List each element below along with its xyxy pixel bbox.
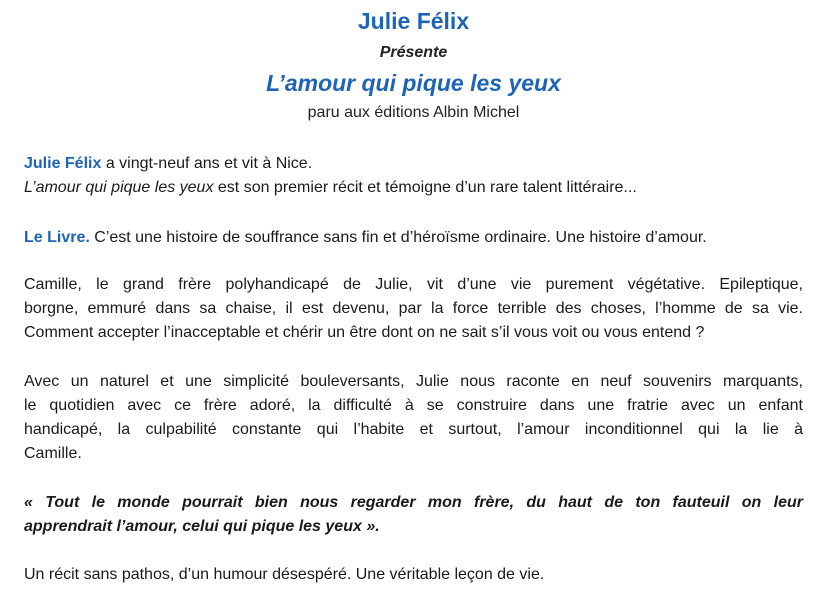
quote-paragraph: [24, 491, 803, 539]
intro-line-2: [24, 176, 803, 200]
intro-line-2-text: est son premier récit et témoigne d’un rare talent littéraire...: [213, 179, 637, 196]
naturel-line-2: le quotidien avec ce frère adoré, la difficulté à se construire dans une fratrie avec un enfant: [24, 397, 803, 414]
naturel-line-4: Camille.: [24, 445, 82, 462]
livre-label: Le Livre.: [24, 229, 90, 246]
intro-paragraph: [24, 152, 803, 200]
closing-paragraph: [24, 563, 803, 587]
intro-line-1-text: a vingt-neuf ans et vit à Nice.: [101, 155, 313, 172]
author-heading: Julie Félix: [357, 8, 470, 34]
intro-book-title: L’amour qui pique les yeux: [24, 179, 214, 196]
camille-line-1: Camille, le grand frère polyhandicapé de Julie, vit d’une vie purement végétative. Epileptique,: [24, 276, 803, 293]
camille-line-2: borgne, emmuré dans sa chaise, il est devenu, par la force terrible des choses, l’homme de sa vie.: [24, 300, 803, 317]
camille-line-3: Comment accepter l’inacceptable et chérir un être dont on ne sait s’il vous voit ou vous entend ?: [24, 324, 705, 341]
intro-author-name: Julie Félix: [24, 155, 102, 172]
closing-line: Un récit sans pathos, d’un humour désespéré. Une véritable leçon de vie.: [24, 566, 545, 583]
naturel-line-3: handicapé, la culpabilité constante qui l’habite et surtout, l’amour inconditionnel qui la lie à: [24, 421, 803, 438]
livre-line: [24, 226, 803, 250]
camille-paragraph: [24, 273, 803, 345]
intro-line-1: [24, 152, 803, 176]
book-title-heading: L’amour qui pique les yeux: [266, 70, 561, 96]
livre-paragraph: [24, 226, 803, 250]
livre-text: C’est une histoire de souffrance sans fin et d’héroïsme ordinaire. Une histoire d’amour.: [89, 229, 707, 246]
naturel-paragraph: [24, 370, 803, 466]
naturel-line-1: Avec un naturel et une simplicité bouleversants, Julie nous raconte en neuf souvenirs marquants,: [24, 373, 803, 390]
quote-line-2: apprendrait l’amour, celui qui pique les yeux ».: [24, 518, 380, 535]
quote-line-1: « Tout le monde pourrait bien nous regarder mon frère, du haut de ton fauteuil on leur: [24, 494, 803, 511]
presents-label: Présente: [379, 44, 448, 61]
publisher-line: paru aux éditions Albin Michel: [307, 104, 520, 121]
